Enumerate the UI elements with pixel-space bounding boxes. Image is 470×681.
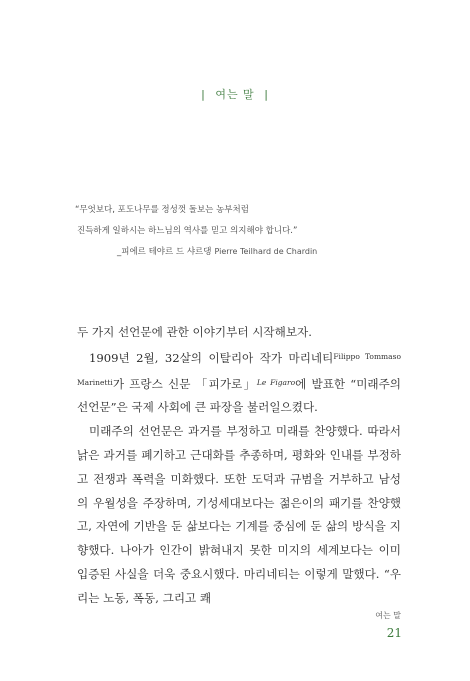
title-bar-right: | [264,88,269,101]
paragraph-3: 미래주의 선언문은 과거를 부정하고 미래를 찬양했다. 따라서 낡은 과거를 폐기하고 근대화를 추종하며, 평화와 인내를 부정하고 전쟁과 폭력을 미화했다. 또한 도덕과 규범을 거부하고 남성의 우월성을 주장하며, 기성세대보다는 젊은이의 패기를 찬양했고, 자연에 기반을 둔 삶보다는 기계를 중심에 둔 삶의 방식을 지향했다. 나아가 인간이 밝혀내지 못한 미지의 세계보다는 이미 입증된 사실을 더욱 중요시했다. 마리네티는 이렇게 말했다. “우리는 노동, 폭동, 그리고 쾌 [77,424,401,605]
epigraph-line-1: “무엇보다, 포도나무를 정성껏 돌보는 농부처럼 [75,205,249,215]
epigraph-line-2: 진득하게 일하시는 하느님의 역사를 믿고 의지해야 합니다.” [77,226,298,236]
marinetti-latin-name: Filippo Tommaso Marinetti [77,351,401,387]
paragraph-2-part-b: 가 프랑스 신문 「피가로」 [112,376,257,391]
chapter-title [0,86,470,102]
body-text [77,321,401,611]
paragraph-2-part-a: 1909년 2월, 32살의 이탈리아 작가 마리네티 [89,350,334,365]
figaro-latin-name: Le Figaro [256,377,296,387]
page-number: 21 [386,626,402,640]
paragraph-2-part-c: 에 발표한 “미래주의 선언문”은 국제 사회에 큰 파장을 불러일으켰다. [77,376,402,415]
chapter-title-text: 여는 말 [215,88,255,101]
epigraph [75,204,395,267]
attribution-korean: _피에르 테야르 드 샤르댕 [117,247,212,257]
running-head: 여는 말 [375,611,401,620]
paragraph-1: 두 가지 선언문에 관한 이야기부터 시작해보자. [77,325,312,339]
epigraph-attribution [75,246,395,258]
attribution-latin: Pierre Teilhard de Chardin [214,247,318,256]
paragraph-2 [77,345,401,420]
title-bar-left: | [201,88,206,101]
